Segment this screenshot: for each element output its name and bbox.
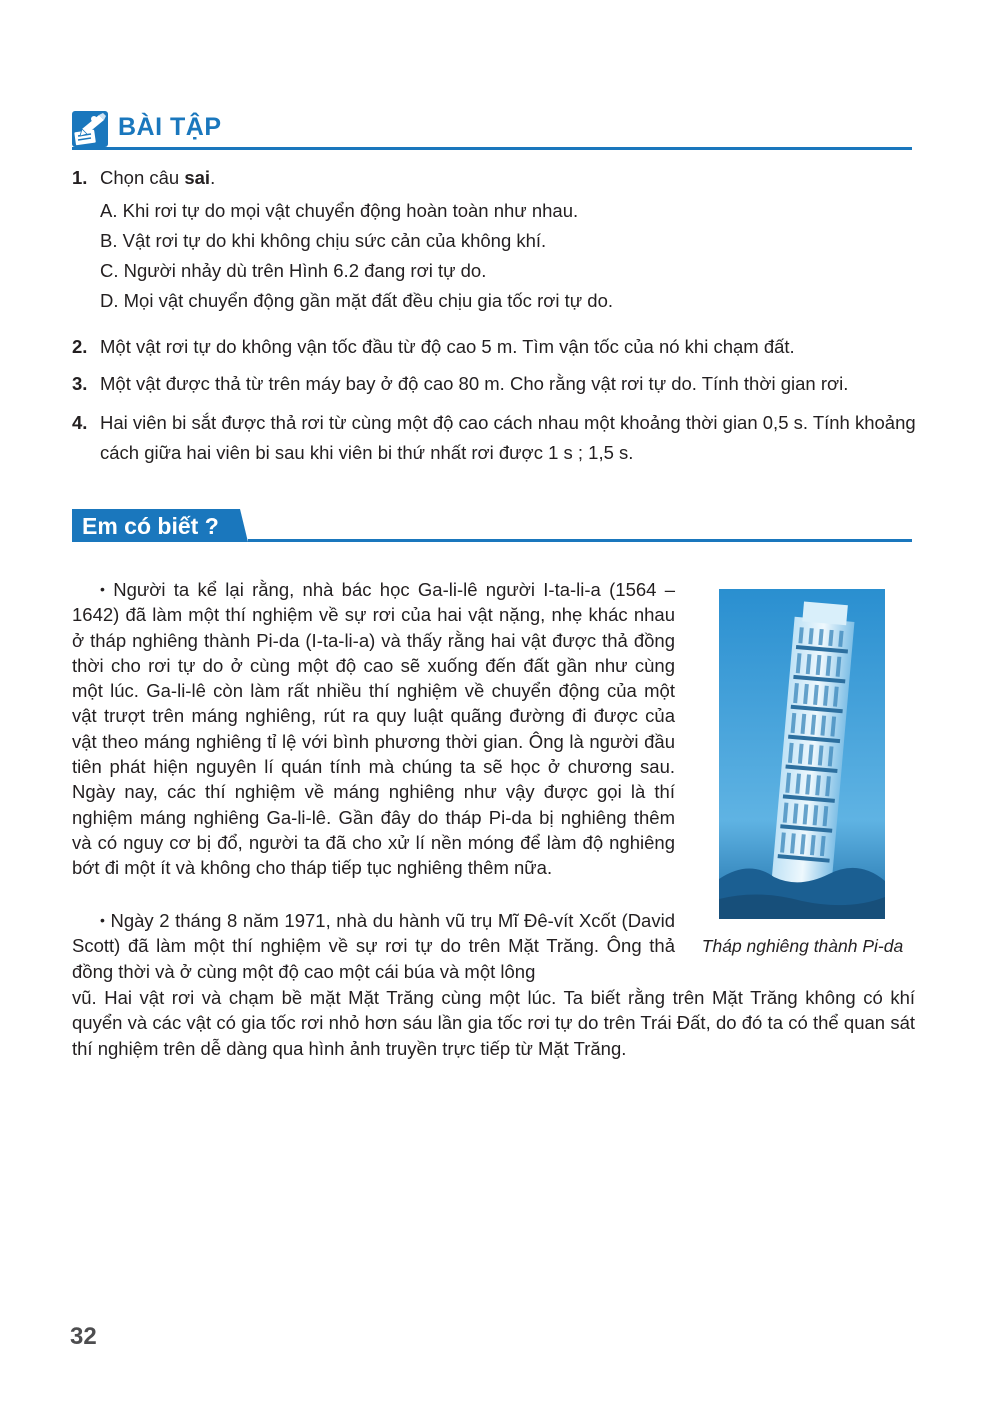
question-text: Chọn câu [100, 167, 185, 188]
exercise-1 [72, 163, 917, 316]
exercise-number: 4. [72, 412, 88, 433]
leaning-tower-photo [719, 589, 885, 919]
option-d: D. Mọi vật chuyển động gần mặt đất đều chịu gia tốc rơi tự do. [100, 290, 613, 311]
exercise-number: 3. [72, 373, 88, 394]
question-emphasis: sai [184, 167, 211, 188]
david-scott-paragraph-continued: vũ. Hai vật rơi và chạm bề mặt Mặt Trăng cùng một lúc. Ta biết rằng trên Mặt Trăng không có khí quyển và các vật có gia tốc rơi nhỏ hơn sáu lần gia tốc rơi tự do trên Trái Đất, do đó ta có thể quan sát thí nghiệm trên dễ dàng qua hình ảnh truyền trực tiếp từ Mặt Trăng. [72, 987, 915, 1059]
exercise-text: Hai viên bi sắt được thả rơi từ cùng một độ cao cách nhau một khoảng thời gian 0,5 s. Tính khoảng cách giữa hai viên bi sau khi viên bi thứ nhất rơi được 1 s ; 1,5 s. [100, 412, 916, 463]
exercise-2 [72, 332, 917, 362]
did-you-know-title: Em có biết ? [82, 513, 219, 539]
exercises-title: BÀI TẬP [118, 113, 222, 141]
exercise-text: Một vật được thả từ trên máy bay ở độ cao 80 m. Cho rằng vật rơi tự do. Tính thời gian rơi. [100, 373, 849, 394]
exercise-3 [72, 369, 917, 399]
option-c: C. Người nhảy dù trên Hình 6.2 đang rơi tự do. [100, 260, 487, 281]
photo-caption: Tháp nghiêng thành Pi-da [701, 936, 904, 956]
option-b: B. Vật rơi tự do khi không chịu sức cản của không khí. [100, 230, 547, 251]
bullet-icon: • [100, 581, 105, 597]
exercise-number: 2. [72, 336, 88, 357]
galileo-paragraph [72, 577, 675, 881]
exercises-divider [72, 147, 912, 150]
david-scott-paragraph [72, 908, 675, 984]
question-end: . [210, 167, 216, 188]
galileo-text: Người ta kể lại rằng, nhà bác học Ga-li-lê người I-ta-li-a (1564 – 1642) đã làm một thí nghiệm về sự rơi của hai vật nặng, nhẹ khác nhau ở tháp nghiêng thành Pi-da (I-ta-li-a) và thấy rằng hai vật được thả đồng thời cho rơi tự do ở cùng một độ cao sẽ xuống đến đất gần như cùng một lúc. Ga-li-lê còn làm rất nhiều thí nghiệm về chuyển động của một vật trượt trên máng nghiêng, rút ra quy luật quãng đường đi được của vật theo máng nghiêng tỉ lệ với bình phương thời gian. Ông là người đầu tiên phát hiện nguyên lí quán tính mà chúng ta sẽ học ở chương sau. Ngày nay, các thí nghiệm về máng nghiêng như vậy được gọi là thí nghiệm máng nghiêng Ga-li-lê. Gần đây do tháp Pi-da bị nghiêng thêm và có nguy cơ bị đổ, người ta đã cho xử lí nền móng để làm độ nghiêng bớt đi một ít và không cho tháp tiếp tục nghiêng thêm nữa. [72, 579, 676, 879]
exercise-number: 1. [72, 167, 88, 188]
exercise-text: Một vật rơi tự do không vận tốc đầu từ độ cao 5 m. Tìm vận tốc của nó khi chạm đất. [100, 336, 795, 357]
david-scott-text: Ngày 2 tháng 8 năm 1971, nhà du hành vũ trụ Mĩ Đê-vít Xcốt (David Scott) đã làm một thí nghiệm về sự rơi tự do trên Mặt Trăng. Ông thả đồng thời và ở cùng một độ cao một cái búa và một lông [72, 910, 675, 982]
did-you-know-divider [248, 539, 912, 542]
exercise-4 [72, 408, 917, 468]
option-a: A. Khi rơi tự do mọi vật chuyển động hoàn toàn như nhau. [100, 200, 579, 221]
page-number: 32 [70, 1323, 97, 1350]
exercise-question [100, 163, 917, 193]
bullet-icon: • [100, 912, 105, 928]
pencil-exercise-icon [72, 111, 108, 147]
